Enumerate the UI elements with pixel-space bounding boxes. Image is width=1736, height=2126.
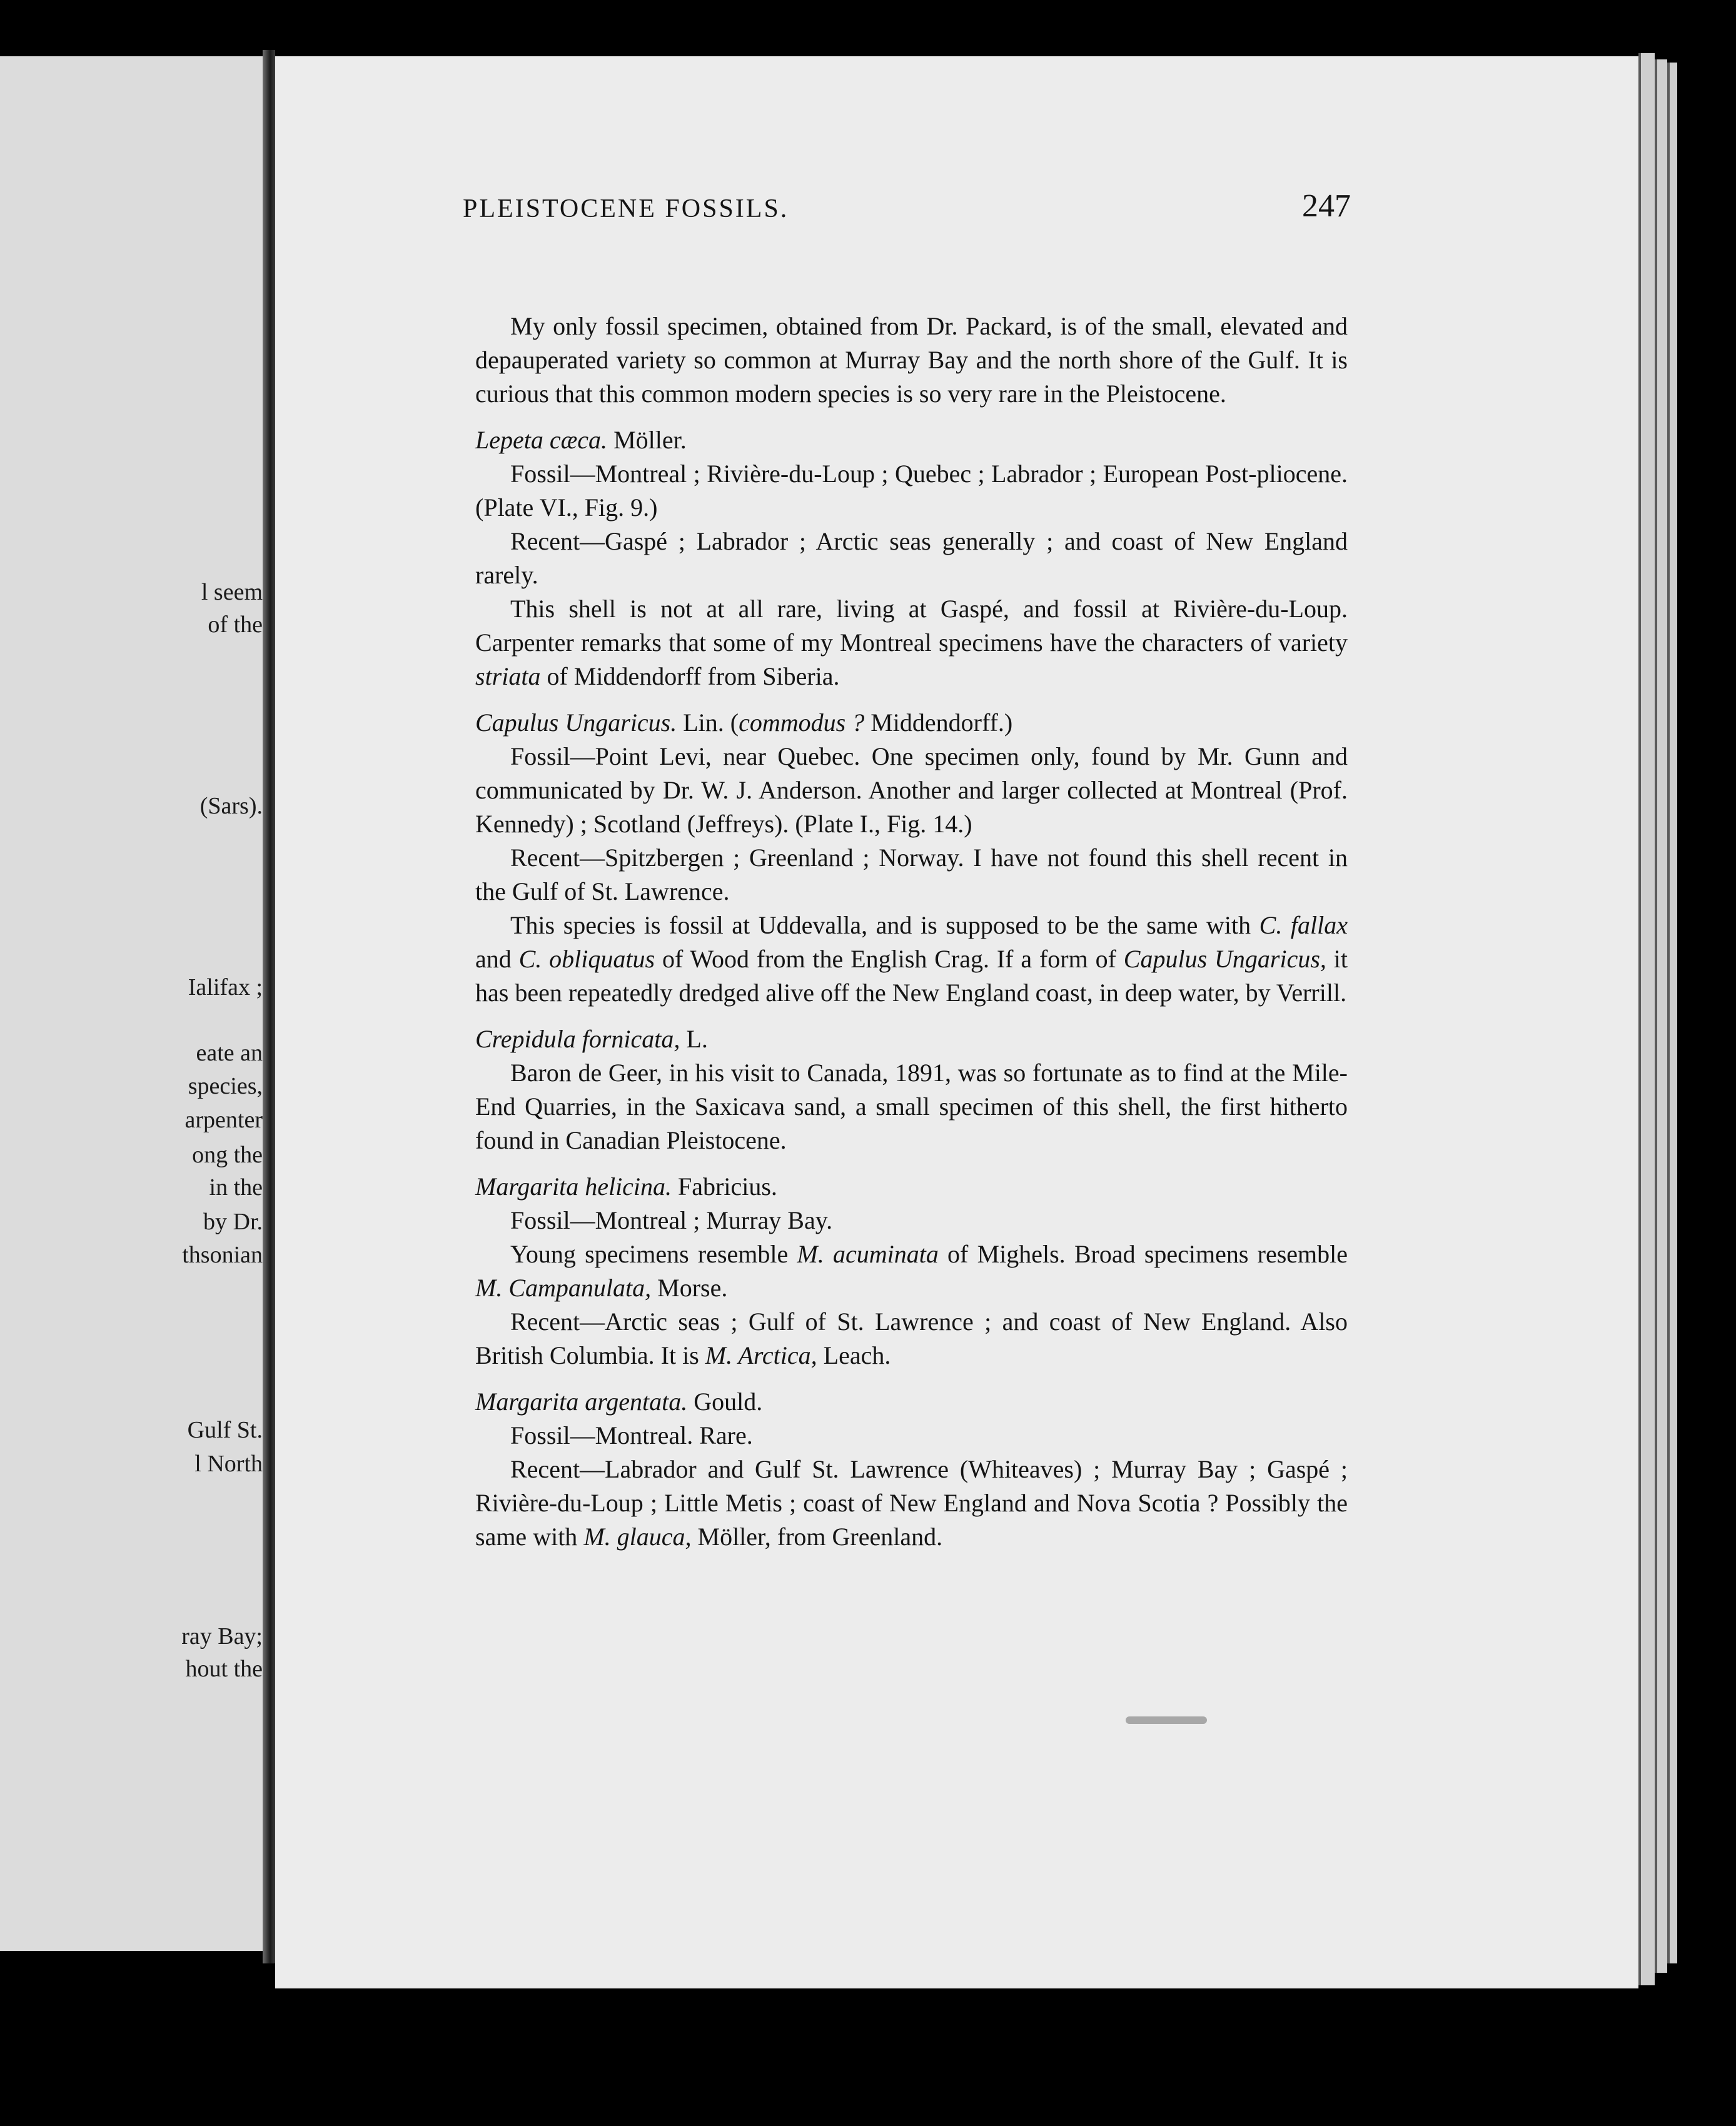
italic-term: Capulus Ungaricus,	[1123, 945, 1326, 973]
taxon-authority: Möller.	[613, 426, 687, 454]
body-paragraph	[475, 1305, 1348, 1373]
paragraph-text: Young specimens resemble	[510, 1240, 797, 1268]
species-heading	[475, 1022, 1348, 1056]
body-paragraph	[475, 1453, 1348, 1554]
species-heading	[475, 706, 1348, 740]
taxon-synonym: commodus ?	[739, 708, 865, 737]
taxon-authority: Lin. (	[683, 708, 739, 737]
body-paragraph: My only fossil specimen, obtained from Dr. Packard, is of the small, elevated and depauperated variety so common at Murray Bay and the north shore of the Gulf. It is curious that this common modern species is so very rare in the Pleistocene.	[475, 312, 1348, 408]
taxon-name: Margarita argentata.	[475, 1388, 688, 1416]
body-paragraph	[475, 909, 1348, 1010]
body-paragraph: Fossil—Point Levi, near Quebec. One specimen only, found by Mr. Gunn and communicated by Dr. W. J. Anderson. Another and larger collected at Montreal (Prof. Kennedy) ; Scotland (Jeffreys). (Plate I., Fig. 14.)	[475, 742, 1348, 838]
paragraph-text: This shell is not at all rare, living at Gaspé, and fossil at Rivière-du-Loup. Carpenter remarks that some of my Montreal specimens have the characters of variety	[475, 595, 1348, 657]
paragraph-text: Recent—Arctic seas ; Gulf of St. Lawrence ; and coast of New England. Also British Columbia. It is	[475, 1307, 1348, 1369]
italic-term: striata	[475, 662, 541, 690]
left-page-fragment: thsonian	[182, 1242, 263, 1268]
page-edge	[1655, 59, 1667, 1973]
paragraph-text: Leach.	[817, 1341, 891, 1369]
paragraph-text: of Middendorff from Siberia.	[540, 662, 840, 690]
body-paragraph	[475, 592, 1348, 693]
taxon-name: Crepidula fornicata,	[475, 1025, 680, 1053]
book-gutter	[263, 50, 275, 1963]
taxon-authority: Gould.	[694, 1388, 763, 1416]
body-paragraph: Baron de Geer, in his visit to Canada, 1891, was so fortunate as to find at the Mile-End Quarries, in the Saxicava sand, a small specimen of this shell, the first hitherto found in Canadian Pleistocene.	[475, 1059, 1348, 1154]
body-paragraph: Fossil—Montreal. Rare.	[510, 1421, 753, 1449]
left-page-fragment: eate an	[196, 1040, 263, 1066]
page-number: 247	[1302, 188, 1351, 224]
left-page	[0, 56, 263, 1951]
body-paragraph: Recent—Gaspé ; Labrador ; Arctic seas generally ; and coast of New England rarely.	[475, 527, 1348, 589]
taxon-authority: Fabricius.	[678, 1172, 777, 1201]
taxon-name: Capulus Ungaricus.	[475, 708, 677, 737]
italic-term: M. Campanulata,	[475, 1274, 652, 1302]
taxon-name: Lepeta cæca.	[475, 426, 608, 454]
italic-term: C. fallax	[1259, 911, 1348, 939]
italic-term: C. obliquatus	[518, 945, 655, 973]
italic-term: M. glauca,	[583, 1523, 692, 1551]
left-page-fragment: l seem	[201, 579, 263, 605]
species-heading	[475, 423, 1348, 457]
paragraph-text: Morse.	[651, 1274, 728, 1302]
page-scuff-mark	[1126, 1716, 1207, 1724]
body-paragraph	[475, 1237, 1348, 1305]
text-block	[475, 310, 1348, 1554]
page-edge	[1667, 63, 1677, 1963]
left-page-fragment: hout the	[185, 1656, 263, 1682]
left-page-fragment: ong the	[192, 1142, 263, 1168]
left-page-fragment: ray Bay;	[181, 1623, 263, 1650]
left-page-fragment: by Dr.	[203, 1209, 263, 1235]
species-heading	[475, 1170, 1348, 1204]
left-page-fragment: (Sars).	[199, 793, 263, 819]
species-heading	[475, 1385, 1348, 1419]
italic-term: M. acuminata	[797, 1240, 939, 1268]
paragraph-text: of Mighels. Broad specimens resemble	[938, 1240, 1348, 1268]
italic-term: M. Arctica,	[705, 1341, 817, 1369]
left-page-fragment: Ialifax ;	[188, 974, 263, 1000]
body-paragraph: Recent—Spitzbergen ; Greenland ; Norway. I have not found this shell recent in the Gulf of St. Lawrence.	[475, 844, 1348, 905]
left-page-fragment: l North	[194, 1451, 263, 1477]
taxon-extra: Middendorff.)	[864, 708, 1013, 737]
left-page-fragment: arpenter	[184, 1107, 263, 1133]
paragraph-text: Möller, from Greenland.	[691, 1523, 943, 1551]
taxon-authority: L.	[686, 1025, 708, 1053]
paragraph-text: and	[475, 945, 519, 973]
paragraph-text: Recent—Labrador and Gulf St. Lawrence (Whiteaves) ; Murray Bay ; Gaspé ; Rivière-du-Loup ; Little Metis ; coast of New England and Nova Scotia ? Possibly the same with	[475, 1455, 1348, 1551]
left-page-fragment: in the	[209, 1174, 263, 1201]
paragraph-text: of Wood from the English Crag. If a form of	[655, 945, 1124, 973]
left-page-fragment: species,	[188, 1073, 263, 1099]
page-edge	[1638, 53, 1655, 1985]
body-paragraph: Fossil—Montreal ; Murray Bay.	[510, 1206, 833, 1234]
running-title: PLEISTOCENE FOSSILS.	[463, 194, 789, 223]
left-page-fragment: of the	[208, 612, 263, 638]
taxon-name: Margarita helicina.	[475, 1172, 672, 1201]
left-page-fragment: Gulf St.	[187, 1417, 263, 1443]
paragraph-text: This species is fossil at Uddevalla, and is supposed to be the same with	[510, 911, 1259, 939]
paragraph-text: it has been repeatedly dredged alive off the New England coast, in deep water, by Verrill.	[475, 945, 1348, 1007]
body-paragraph: Fossil—Montreal ; Rivière-du-Loup ; Quebec ; Labrador ; European Post-pliocene. (Plate VI., Fig. 9.)	[475, 460, 1348, 521]
